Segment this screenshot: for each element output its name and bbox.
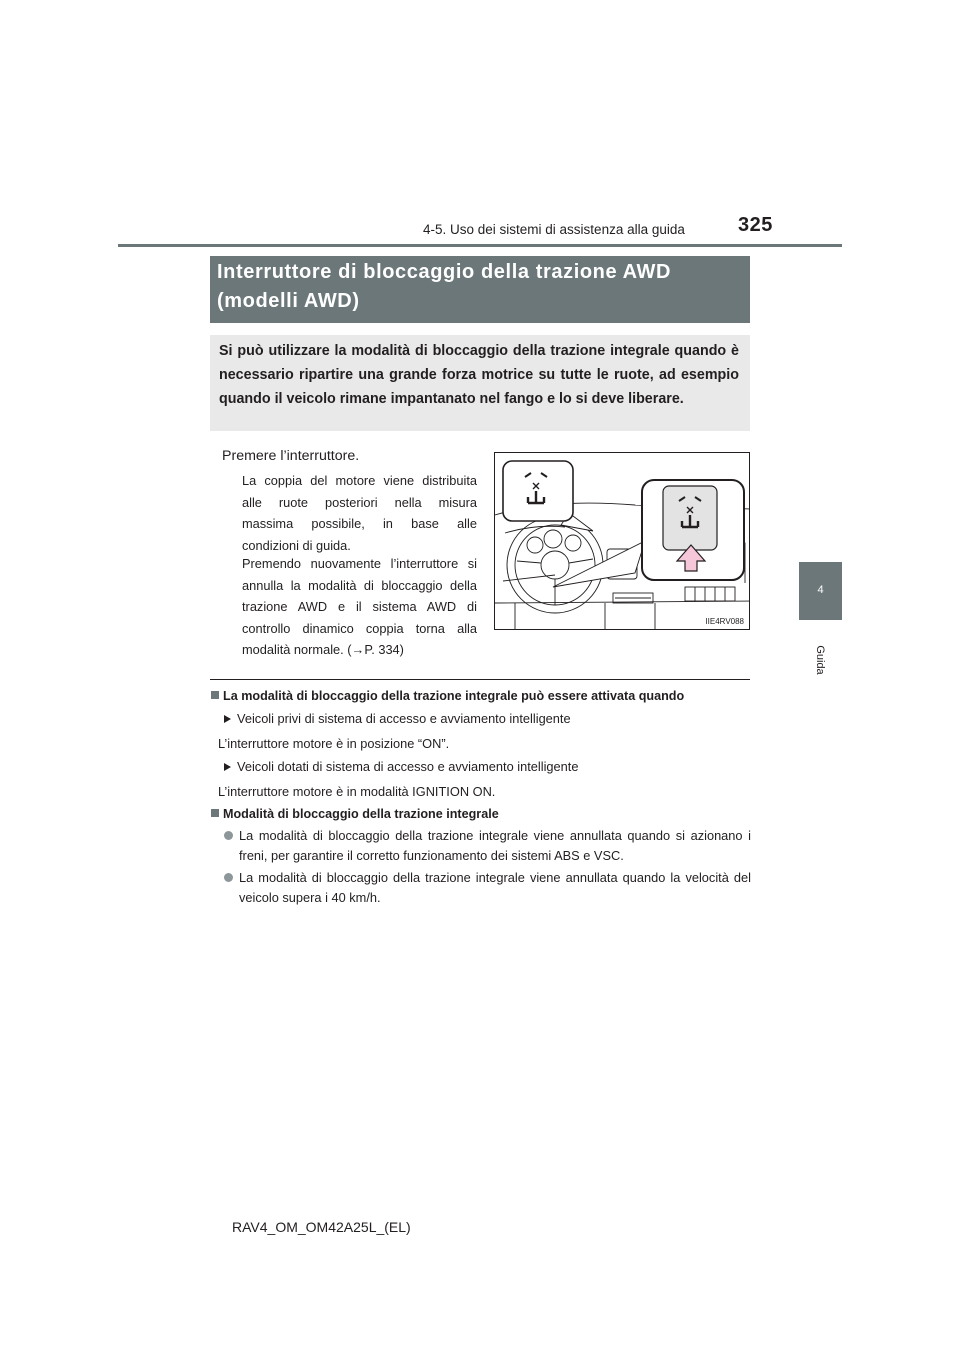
square-bullet-icon — [211, 691, 219, 699]
note-case: Veicoli dotati di sistema di accesso e avviamento intelligente — [224, 759, 578, 774]
section-title — [210, 256, 750, 323]
page-number: 325 — [738, 214, 773, 236]
circle-bullet-icon — [224, 873, 233, 882]
instruction-paragraph: La coppia del motore viene distribuita alle ruote posteriori nella misura massima possibile, in base alle condizioni di guida. — [242, 473, 477, 553]
triangle-bullet-icon — [224, 763, 231, 771]
section-title-line2: (modelli AWD) — [217, 290, 360, 312]
document-code: RAV4_OM_OM42A25L_(EL) — [232, 1219, 411, 1235]
triangle-bullet-icon — [224, 715, 231, 723]
section-title-line1: Interruttore di bloccaggio della trazione AWD — [217, 261, 672, 283]
chapter-number: 4 — [817, 584, 824, 596]
chapter-label: Guida — [814, 645, 826, 675]
chapter-tab — [799, 562, 842, 620]
circle-bullet-icon — [224, 831, 233, 840]
intro-text: Si può utilizzare la modalità di bloccaggio della trazione integrale quando è necessario ripartire una grande forza motrice su tutte le ruote, ad esempio quando il veicolo rimane impantanato nel fango e lo si deve liberare. — [219, 343, 739, 407]
callout-bubble — [503, 461, 573, 521]
note-text: L’interruttore motore è in posizione “ON”. — [218, 736, 450, 751]
note-text: L’interruttore motore è in modalità IGNITION ON. — [218, 784, 496, 799]
dashboard-illustration — [494, 452, 750, 630]
header-rule — [118, 244, 842, 247]
note-heading: Modalità di bloccaggio della trazione integrale — [211, 807, 499, 821]
intro-box — [210, 335, 750, 431]
notes-rule — [210, 679, 750, 680]
note-case: Veicoli privi di sistema di accesso e avviamento intelligente — [224, 711, 571, 726]
dashboard-drawing — [495, 453, 750, 630]
note-heading: La modalità di bloccaggio della trazione integrale può essere attivata quando — [211, 689, 684, 703]
square-bullet-icon — [211, 809, 219, 817]
instruction-paragraph: Premendo nuovamente l’interruttore si annulla la modalità di bloccaggio della trazione AWD e il sistema AWD di controllo dinamico coppia torna alla modalità normale. (→P. 334) — [242, 556, 477, 657]
section-header: 4-5. Uso dei sistemi di assistenza alla guida — [423, 222, 685, 237]
figure-code: IIE4RV088 — [705, 617, 744, 626]
instruction-step: Premere l’interruttore. — [222, 448, 360, 464]
